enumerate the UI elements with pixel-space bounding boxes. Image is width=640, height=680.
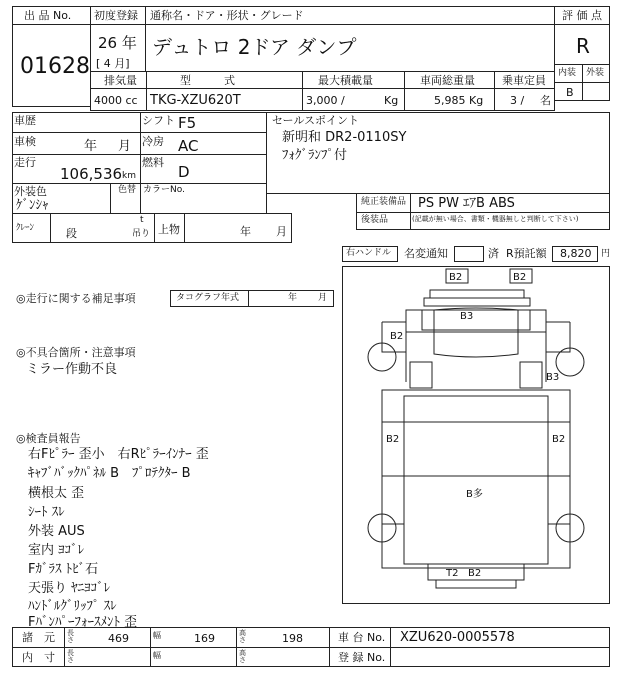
ext-color-label: 外装色 bbox=[14, 185, 47, 198]
vehicle-label: 通称名・ドア・形状・グレード bbox=[150, 9, 304, 22]
dims-label: 諸 元 bbox=[22, 631, 55, 644]
reg-label: 登 録 No. bbox=[338, 651, 386, 664]
rating-value: R bbox=[576, 34, 590, 58]
interior-grade: B bbox=[566, 86, 574, 99]
damage-mark: B2 bbox=[386, 434, 400, 445]
damage-mark: B多 bbox=[466, 489, 483, 500]
interior-label: 内装 bbox=[558, 68, 577, 78]
tachograph-month: 月 bbox=[318, 293, 328, 303]
mileage-unit: km bbox=[122, 171, 136, 181]
inspection-year: 年 bbox=[84, 139, 98, 154]
right-hand-drive: 右ハンドル bbox=[346, 248, 392, 258]
interior-dims-label: 内 寸 bbox=[22, 651, 55, 664]
displacement: 4000 cc bbox=[94, 94, 138, 107]
vin-label: 車 台 No. bbox=[338, 631, 386, 644]
color-code-label: カラーNo. bbox=[143, 185, 185, 195]
capacity-label: 乗車定員 bbox=[502, 74, 546, 87]
aircon: AC bbox=[178, 137, 199, 155]
inspector-item: ｷｬﾌﾞﾊﾞｯｸﾊﾟﾈﾙ B ﾌﾟﾛﾃｸﾀｰ B bbox=[28, 466, 191, 481]
defect-item: ミラー作動不良 bbox=[26, 362, 118, 377]
gross-weight-label: 車両総重量 bbox=[420, 74, 475, 87]
max-load-label: 最大積載量 bbox=[318, 74, 373, 87]
damage-mark: T2 bbox=[446, 568, 459, 579]
shift: F5 bbox=[178, 114, 197, 132]
inspector-item: ｼｰﾄ ｽﾚ bbox=[28, 505, 65, 520]
oem-equipment-label: 純正装備品 bbox=[361, 197, 407, 207]
shift-label: シフト bbox=[142, 114, 175, 127]
vin: XZU620-0005578 bbox=[400, 630, 515, 645]
bed-year: 年 bbox=[240, 225, 251, 238]
first-reg-label: 初度登録 bbox=[94, 9, 138, 22]
displacement-label: 排気量 bbox=[104, 74, 137, 87]
inspection-month: 月 bbox=[118, 139, 132, 154]
mileage: 106,536 bbox=[60, 165, 123, 183]
r-mileage: 8,820 bbox=[560, 247, 592, 260]
model-change-mark: 済 bbox=[488, 247, 499, 260]
crane-tons-top: t bbox=[140, 215, 144, 225]
width: 169 bbox=[194, 632, 215, 645]
inspector-item: 室内 ﾖｺﾞﾚ bbox=[28, 543, 85, 558]
model-change-field bbox=[454, 246, 484, 262]
inspector-label: ◎検査員報告 bbox=[16, 432, 81, 445]
length-label: 長さ bbox=[67, 629, 74, 644]
truck-damage-diagram bbox=[342, 262, 610, 604]
capacity: 3 / bbox=[510, 94, 525, 107]
bed-month: 月 bbox=[276, 225, 287, 238]
sales-point-label: セールスポイント bbox=[272, 114, 360, 127]
model-change-label: 名変通知 bbox=[404, 247, 448, 260]
height: 198 bbox=[282, 632, 303, 645]
model-label: 型 式 bbox=[180, 74, 235, 87]
length2-label: 長さ bbox=[67, 649, 74, 664]
height-label: 高さ bbox=[239, 629, 246, 644]
inspector-item: Fｶﾞﾗｽ ﾄﾋﾞ石 bbox=[28, 562, 99, 577]
sales-point-2: ﾌｫｸﾞﾗﾝﾌﾟ付 bbox=[282, 148, 348, 163]
aftermarket-label: 後装品 bbox=[361, 215, 389, 225]
sales-point-1: 新明和 DR2-0110SY bbox=[282, 130, 407, 145]
ext-color: ｹﾞﾝｼｬ bbox=[16, 198, 49, 213]
aircon-label: 冷房 bbox=[142, 135, 164, 148]
crane-label: ｸﾚｰﾝ bbox=[16, 223, 35, 233]
exterior-label: 外装 bbox=[586, 68, 605, 78]
height2-label: 高さ bbox=[239, 649, 246, 664]
color-no-label: 色替 bbox=[118, 185, 137, 195]
bed-label: 上物 bbox=[158, 223, 180, 236]
driving-notes-label: ◎走行に関する補足事項 bbox=[16, 292, 136, 305]
first-reg-month: [ 4 月] bbox=[96, 57, 130, 70]
fuel-label: 燃料 bbox=[142, 156, 164, 169]
tachograph-year: 年 bbox=[288, 293, 298, 303]
crane-steps: 段 bbox=[66, 227, 77, 240]
r-mileage-unit: 円 bbox=[601, 249, 611, 259]
defects-label: ◎不具合箇所・注意事項 bbox=[16, 346, 136, 359]
width2-label: 幅 bbox=[153, 651, 161, 660]
damage-mark: B3 bbox=[546, 372, 560, 383]
first-reg-year: 26 年 bbox=[98, 34, 137, 52]
lot-label: 出 品 No. bbox=[24, 9, 72, 22]
oem-equipment: PS PW ｴｱB ABS bbox=[418, 196, 515, 211]
vehicle-name: デュトロ 2ドア ダンプ bbox=[152, 35, 357, 59]
max-load-unit: Kg bbox=[384, 94, 399, 107]
width-label: 幅 bbox=[153, 631, 161, 640]
inspector-item: 天張り ﾔﾆﾖｺﾞﾚ bbox=[28, 581, 111, 596]
inspector-item: 横根太 歪 bbox=[28, 486, 85, 501]
inspector-item: ﾊﾝﾄﾞﾙｸﾞﾘｯﾌﾟ ｽﾚ bbox=[28, 599, 117, 614]
damage-mark: B2 bbox=[449, 272, 463, 283]
inspector-item: 右Fﾋﾟﾗｰ 歪小 右Rﾋﾟﾗｰｲﾝﾅｰ 歪 bbox=[28, 447, 209, 462]
model: TKG-XZU620T bbox=[150, 93, 241, 108]
gross-weight: 5,985 Kg bbox=[434, 94, 484, 107]
damage-mark: B2 bbox=[390, 331, 404, 342]
lot-number: 01628 bbox=[20, 54, 90, 79]
damage-mark: B2 bbox=[513, 272, 527, 283]
damage-mark: B2 bbox=[468, 568, 482, 579]
r-mileage-label: R預託額 bbox=[506, 247, 547, 260]
capacity-unit: 名 bbox=[540, 94, 551, 107]
crane-tons: 吊り bbox=[132, 229, 151, 239]
inspection-label: 車検 bbox=[14, 135, 36, 148]
inspector-item: 外装 AUS bbox=[28, 524, 85, 539]
aftermarket-note: (記載が無い場合、書類・機器無しと判断して下さい) bbox=[412, 215, 579, 223]
rating-label: 評 価 点 bbox=[562, 9, 602, 22]
inspector-item: Fﾊﾞﾝﾊﾟｰﾌｫｰｽﾒﾝﾄ 歪 bbox=[28, 615, 138, 630]
length: 469 bbox=[108, 632, 129, 645]
mileage-label: 走行 bbox=[14, 156, 36, 169]
max-load: 3,000 / bbox=[306, 94, 345, 107]
history-label: 車歴 bbox=[14, 114, 36, 127]
fuel: D bbox=[178, 163, 190, 181]
tachograph-label: タコグラフ年式 bbox=[176, 293, 240, 303]
damage-mark: B2 bbox=[552, 434, 566, 445]
damage-mark: B3 bbox=[460, 311, 474, 322]
